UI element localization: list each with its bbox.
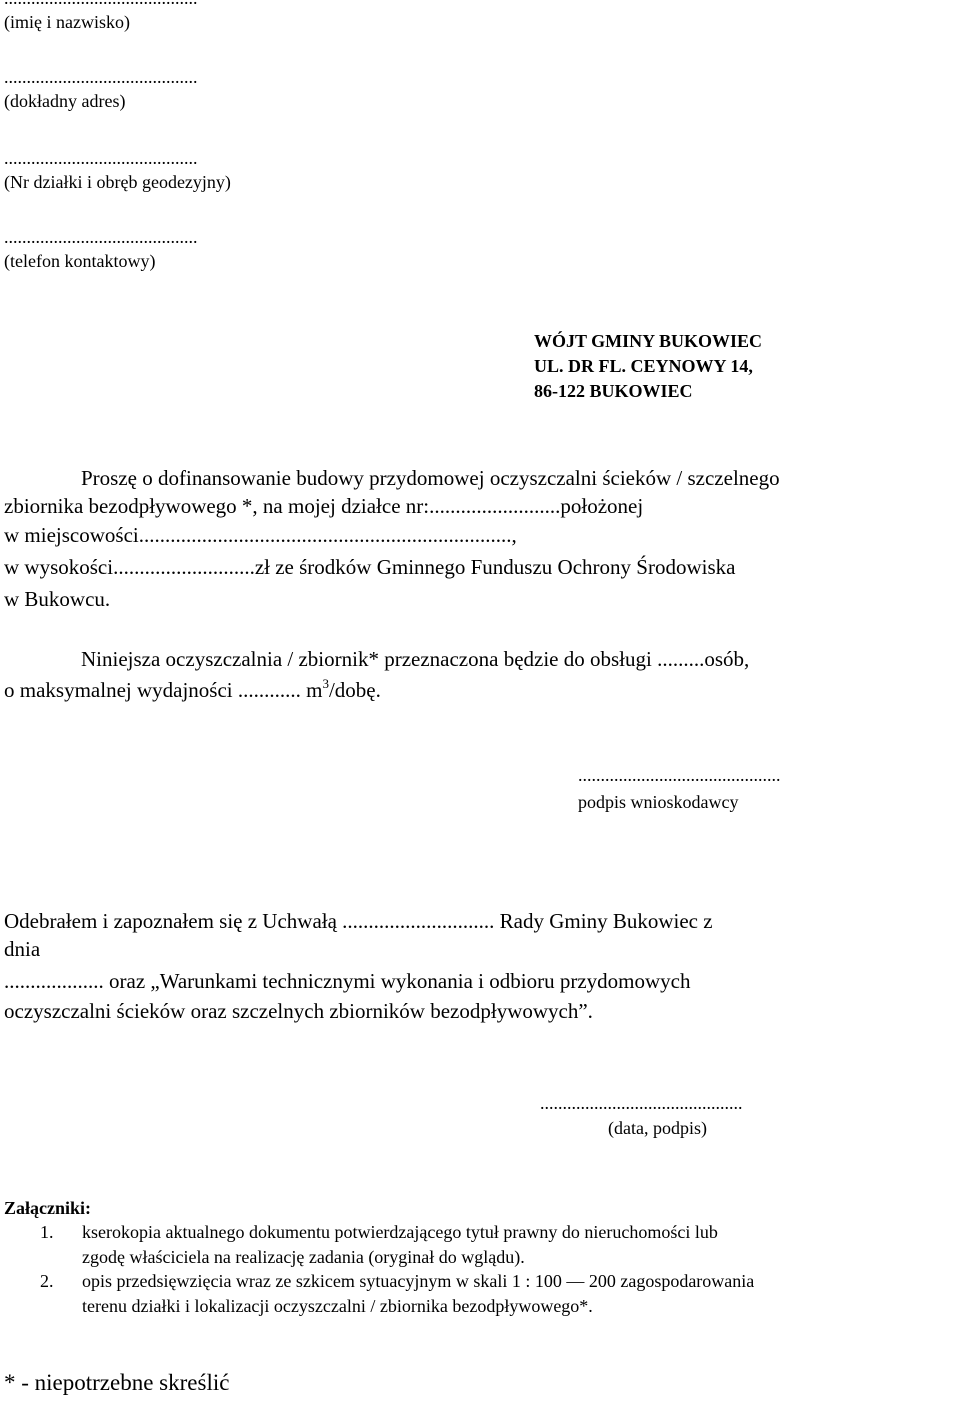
attachment-1-line1: kserokopia aktualnego dokumentu potwierdzającego tytuł prawny do nieruchomości lub (82, 1222, 718, 1242)
attachment-1-line2: zgodę właściciela na realizację zadania (oryginał do wglądu). (82, 1247, 525, 1267)
phone-label: (telefon kontaktowy) (4, 251, 156, 271)
phone-dots: ........................................... (4, 227, 198, 247)
capacity-line2 (4, 678, 381, 702)
plot-label: (Nr działki i obręb geodezyjny) (4, 172, 231, 192)
signature2-label: (data, podpis) (608, 1118, 707, 1138)
capacity-line1: Niniejsza oczyszczalnia / zbiornik* przeznaczona będzie do obsługi .........osób, (81, 647, 750, 671)
attachment-2-line1: opis przedsięwzięcia wraz ze szkicem sytuacyjnym w skali 1 : 100 — 200 zagospodarowania (82, 1271, 755, 1291)
address-label: (dokładny adres) (4, 91, 126, 111)
signature1-label: podpis wnioskodawcy (578, 792, 739, 812)
footnote: * - niepotrzebne skreślić (4, 1370, 230, 1395)
recipient-line3: 86-122 BUKOWIEC (534, 381, 693, 401)
name-dots (4, 0, 198, 9)
ack-line2: dnia (4, 937, 41, 961)
name-label: (imię i nazwisko) (4, 12, 130, 32)
address-dots: ........................................... (4, 67, 198, 87)
request-line1: Proszę o dofinansowanie budowy przydomowej oczyszczalni ścieków / szczelnego (81, 466, 780, 490)
plot-dots: ........................................... (4, 148, 198, 168)
capacity-line2-text: o maksymalnej wydajności ............ m (4, 678, 323, 702)
attachments-heading: Załączniki: (4, 1198, 92, 1218)
recipient-line1: WÓJT GMINY BUKOWIEC (534, 331, 763, 351)
request-line2: zbiornika bezodpływowego *, na mojej działce nr:.........................położonej (4, 494, 644, 518)
signature2-dots: ............................................. (540, 1093, 743, 1113)
ack-line4: oczyszczalni ścieków oraz szczelnych zbiorników bezodpływowych”. (4, 999, 593, 1023)
capacity-line2-unit: /dobę. (328, 678, 381, 702)
attachment-2-line2: terenu działki i lokalizacji oczyszczalni / zbiornika bezodpływowego*. (82, 1296, 593, 1316)
ack-line3: ................... oraz „Warunkami technicznymi wykonania i odbioru przydomowych (4, 969, 691, 993)
attachment-2-num: 2. (40, 1271, 54, 1291)
attachment-1-num: 1. (40, 1222, 54, 1242)
request-line3: w miejscowości......................................................................., (4, 523, 517, 547)
recipient-line2: UL. DR FL. CEYNOWY 14, (534, 356, 753, 376)
cubic-superscript: 3 (322, 676, 329, 691)
request-line4: w wysokości...........................zł ze środków Gminnego Funduszu Ochrony Środowiska (4, 555, 736, 579)
signature1-dots: ............................................. (578, 765, 781, 785)
ack-line1: Odebrałem i zapoznałem się z Uchwałą ............................. Rady Gminy Bukowiec z (4, 909, 713, 933)
request-line5: w Bukowcu. (4, 587, 111, 611)
